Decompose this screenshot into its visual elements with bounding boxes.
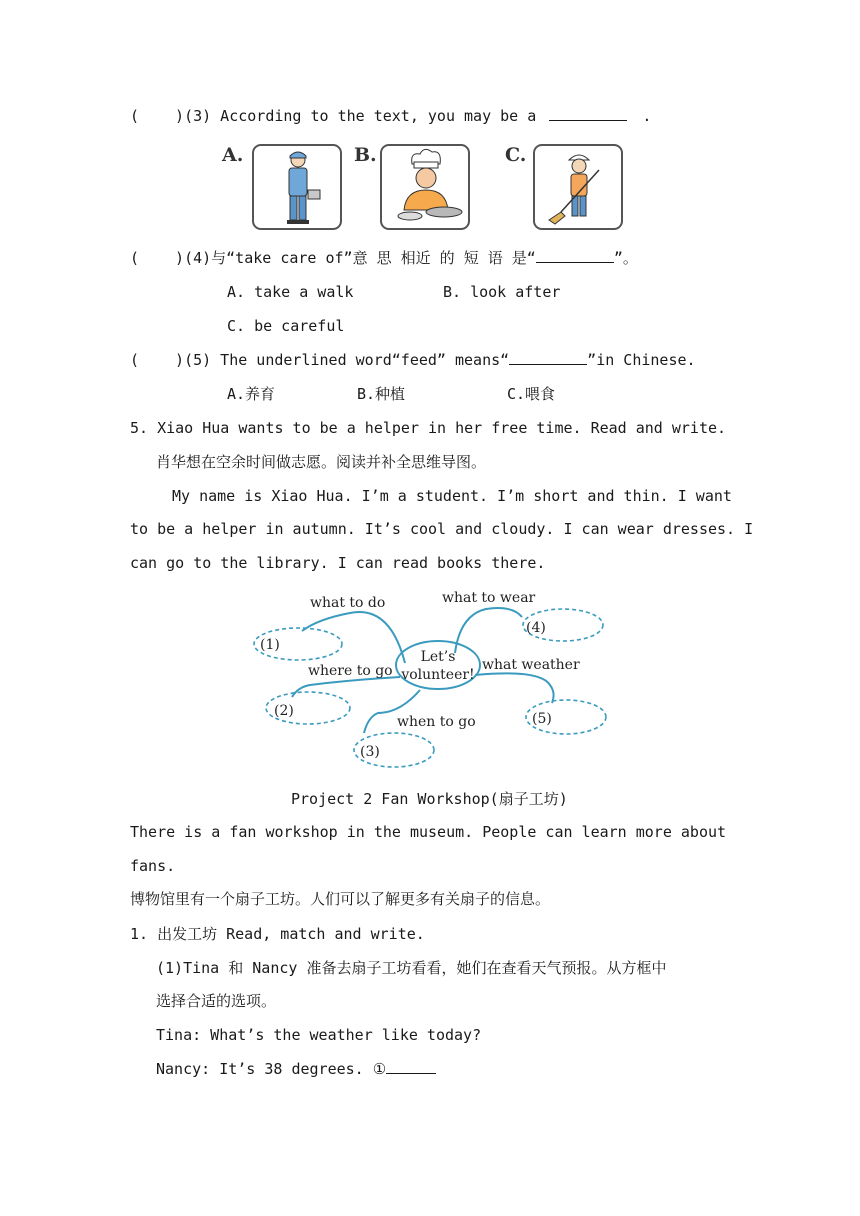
q4-answer-paren-open: ( (130, 249, 140, 267)
connector-where-to-go (292, 677, 400, 697)
q3-option-c-frame (533, 144, 623, 230)
q3-answer-paren-open: ( (130, 107, 140, 125)
q4-end: ”。 (613, 249, 638, 267)
q5-answer-paren-open: ( (130, 351, 140, 369)
q3-option-c-label: C. (505, 144, 527, 166)
q5-row (130, 350, 696, 370)
project-intro-cn: 博物馆里有一个扇子工坊。人们可以了解更多有关扇子的信息。 (130, 890, 551, 908)
blank-label-1: (1) (260, 637, 280, 653)
section5-subtitle: 肖华想在空余时间做志愿。阅读并补全思维导图。 (156, 453, 487, 471)
passage-line-3: can go to the library. I can read books there. (130, 554, 546, 572)
mind-map (250, 585, 620, 775)
branch-what-to-do: what to do (310, 595, 386, 611)
passage-line-2: to be a helper in autumn. It’s cool and cloudy. I can wear dresses. I (130, 520, 754, 538)
project-intro-line-1: There is a fan workshop in the museum. People can learn more about (130, 823, 727, 841)
q5-end: ”in Chinese. (587, 351, 696, 369)
q3-end: . (642, 107, 652, 125)
q4-option-a[interactable]: A. take a walk (227, 283, 354, 301)
task1-sub-line-1: (1)Tina 和 Nancy 准备去扇子工坊看看，她们在查看天气预报。从方框中 (156, 959, 667, 977)
blank-label-5: (5) (532, 711, 552, 727)
branch-what-to-wear: what to wear (442, 590, 536, 606)
section5-title: 5. Xiao Hua wants to be a helper in her free time. Read and write. (130, 419, 727, 437)
q3-option-b-label: B. (354, 144, 377, 166)
project-title: Project 2 Fan Workshop(扇子工坊) (291, 790, 568, 808)
q5-option-c[interactable]: C.喂食 (507, 385, 556, 403)
q3-option-b[interactable] (354, 144, 474, 234)
q3-option-b-frame (380, 144, 470, 230)
dialog-line-tina: Tina: What’s the weather like today? (156, 1026, 482, 1044)
q4-fill-blank[interactable] (536, 248, 614, 263)
q3-option-a[interactable] (222, 144, 342, 234)
q5-question-text: (5) The underlined word“feed” means“ (184, 351, 510, 369)
connector-what-weather (475, 673, 554, 703)
branch-what-weather: what weather (482, 657, 580, 673)
branch-where-to-go: where to go (308, 663, 393, 679)
q3-answer-paren-close: ) (175, 107, 185, 125)
q4-option-b[interactable]: B. look after (443, 283, 561, 301)
q5-option-a[interactable]: A.养育 (227, 385, 276, 403)
task1-title: 1. 出发工坊 Read, match and write. (130, 925, 425, 943)
q3-row (130, 106, 651, 126)
dialog-line-nancy (156, 1059, 436, 1079)
q5-answer-paren-close: ) (175, 351, 185, 369)
q4-row (130, 248, 638, 268)
q3-question-text: (3) According to the text, you may be a (184, 107, 537, 125)
q4-answer-paren-close: ) (175, 249, 185, 267)
center-text-line2: volunteer! (401, 667, 475, 683)
q3-option-c[interactable] (505, 144, 625, 234)
center-text-line1: Let’s (420, 649, 456, 665)
q5-option-b[interactable]: B.种植 (357, 385, 406, 403)
chef-icon (382, 146, 468, 228)
dialog-line-nancy-text: Nancy: It’s 38 degrees. ① (156, 1060, 387, 1078)
passage-line-1: My name is Xiao Hua. I’m a student. I’m short and thin. I want (172, 487, 732, 505)
sweeper-icon (535, 146, 621, 228)
q4-question-text: (4)与“take care of”意 思 相近 的 短 语 是“ (184, 249, 536, 267)
q3-option-a-frame (252, 144, 342, 230)
blank-label-3: (3) (360, 744, 380, 760)
worker-icon (254, 146, 340, 228)
project-intro-line-2: fans. (130, 857, 176, 875)
connector-what-to-do (302, 612, 405, 663)
branch-when-to-go: when to go (397, 714, 476, 730)
q4-option-c[interactable]: C. be careful (227, 317, 345, 335)
q3-option-a-label: A. (222, 144, 244, 166)
q3-fill-blank[interactable] (549, 106, 627, 121)
dialog-blank-1[interactable] (386, 1059, 436, 1074)
task1-sub-line-2: 选择合适的选项。 (156, 992, 277, 1010)
blank-label-2: (2) (274, 703, 294, 719)
blank-label-4: (4) (526, 620, 546, 636)
q5-fill-blank[interactable] (509, 350, 587, 365)
